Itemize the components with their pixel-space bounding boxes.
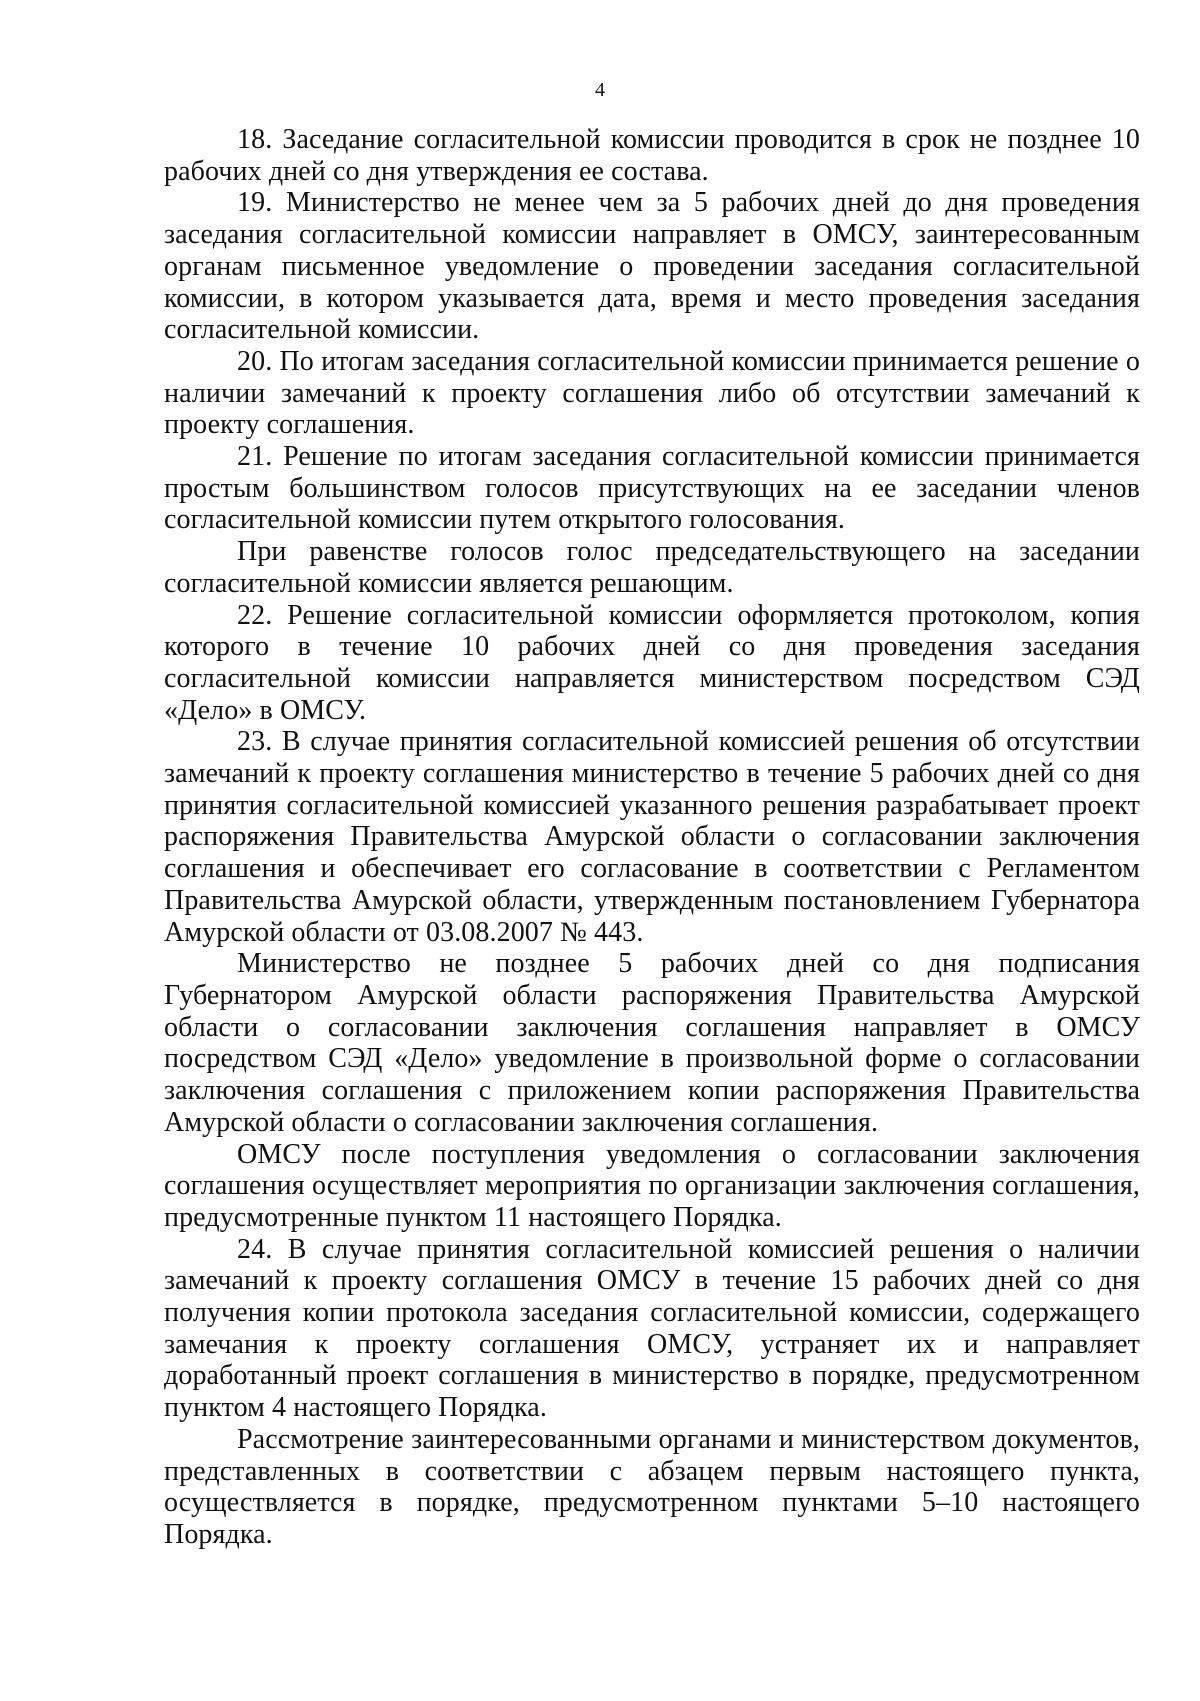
paragraph-20: 20. По итогам заседания согласительной комиссии принимается решение о наличии замечаний к проекту соглашения либо об отсутствии замечаний к проекту соглашения. — [164, 345, 1140, 441]
paragraph-24: 24. В случае принятия согласительной комиссией решения о наличии замечаний к проекту соглашения ОМСУ в течение 15 рабочих дней со дня получения копии протокола заседания согласительной комиссии, содержащего замечания к проекту соглашения ОМСУ, устраняет их и направляет доработанный проект соглашения в министерство в порядке, предусмотренном пунктом 4 настоящего Порядка. — [164, 1233, 1140, 1424]
document-body — [164, 124, 1140, 1551]
paragraph-22: 22. Решение согласительной комиссии оформляется протоколом, копия которого в течение 10 рабочих дней со дня проведения заседания согласительной комиссии направляется министерством посредством СЭД «Дело» в ОМСУ. — [164, 599, 1140, 726]
page-number: 4 — [595, 79, 605, 101]
paragraph-24-review: Рассмотрение заинтересованными органами и министерством документов, представленных в соответствии с абзацем первым настоящего пункта, осуществляется в порядке, предусмотренном пунктами 5–10 настоящего Порядка. — [164, 1423, 1140, 1550]
paragraph-23-omsu-actions: ОМСУ после поступления уведомления о согласовании заключения соглашения осуществляет мероприятия по организации заключения соглашения, предусмотренные пунктом 11 настоящего Порядка. — [164, 1138, 1140, 1233]
paragraph-18: 18. Заседание согласительной комиссии проводится в срок не позднее 10 рабочих дней со дня утверждения ее состава. — [164, 124, 1140, 187]
paragraph-23: 23. В случае принятия согласительной комиссией решения об отсутствии замечаний к проекту соглашения министерство в течение 5 рабочих дней со дня принятия согласительной комиссией указанного решения разрабатывает проект распоряжения Правительства Амурской области о согласовании заключения соглашения и обеспечивает его согласование в соответствии с Регламентом Правительства Амурской области, утвержденным постановлением Губернатора Амурской области от 03.08.2007 № 443. — [164, 726, 1140, 948]
paragraph-19: 19. Министерство не менее чем за 5 рабочих дней до дня проведения заседания согласительной комиссии направляет в ОМСУ, заинтересованным органам письменное уведомление о проведении заседания согласительной комиссии, в котором указывается дата, время и место проведения заседания согласительной комиссии. — [164, 187, 1140, 346]
paragraph-21-tie-vote: При равенстве голосов голос председательствующего на заседании согласительной комиссии является решающим. — [164, 536, 1140, 599]
paragraph-21: 21. Решение по итогам заседания согласительной комиссии принимается простым большинством голосов присутствующих на ее заседании членов согласительной комиссии путем открытого голосования. — [164, 441, 1140, 536]
paragraph-23-ministry-notice: Министерство не позднее 5 рабочих дней со дня подписания Губернатором Амурской области распоряжения Правительства Амурской области о согласовании заключения соглашения направляет в ОМСУ посредством СЭД «Дело» уведомление в произвольной форме о согласовании заключения соглашения с приложением копии распоряжения Правительства Амурской области о согласовании заключения соглашения. — [164, 948, 1140, 1138]
